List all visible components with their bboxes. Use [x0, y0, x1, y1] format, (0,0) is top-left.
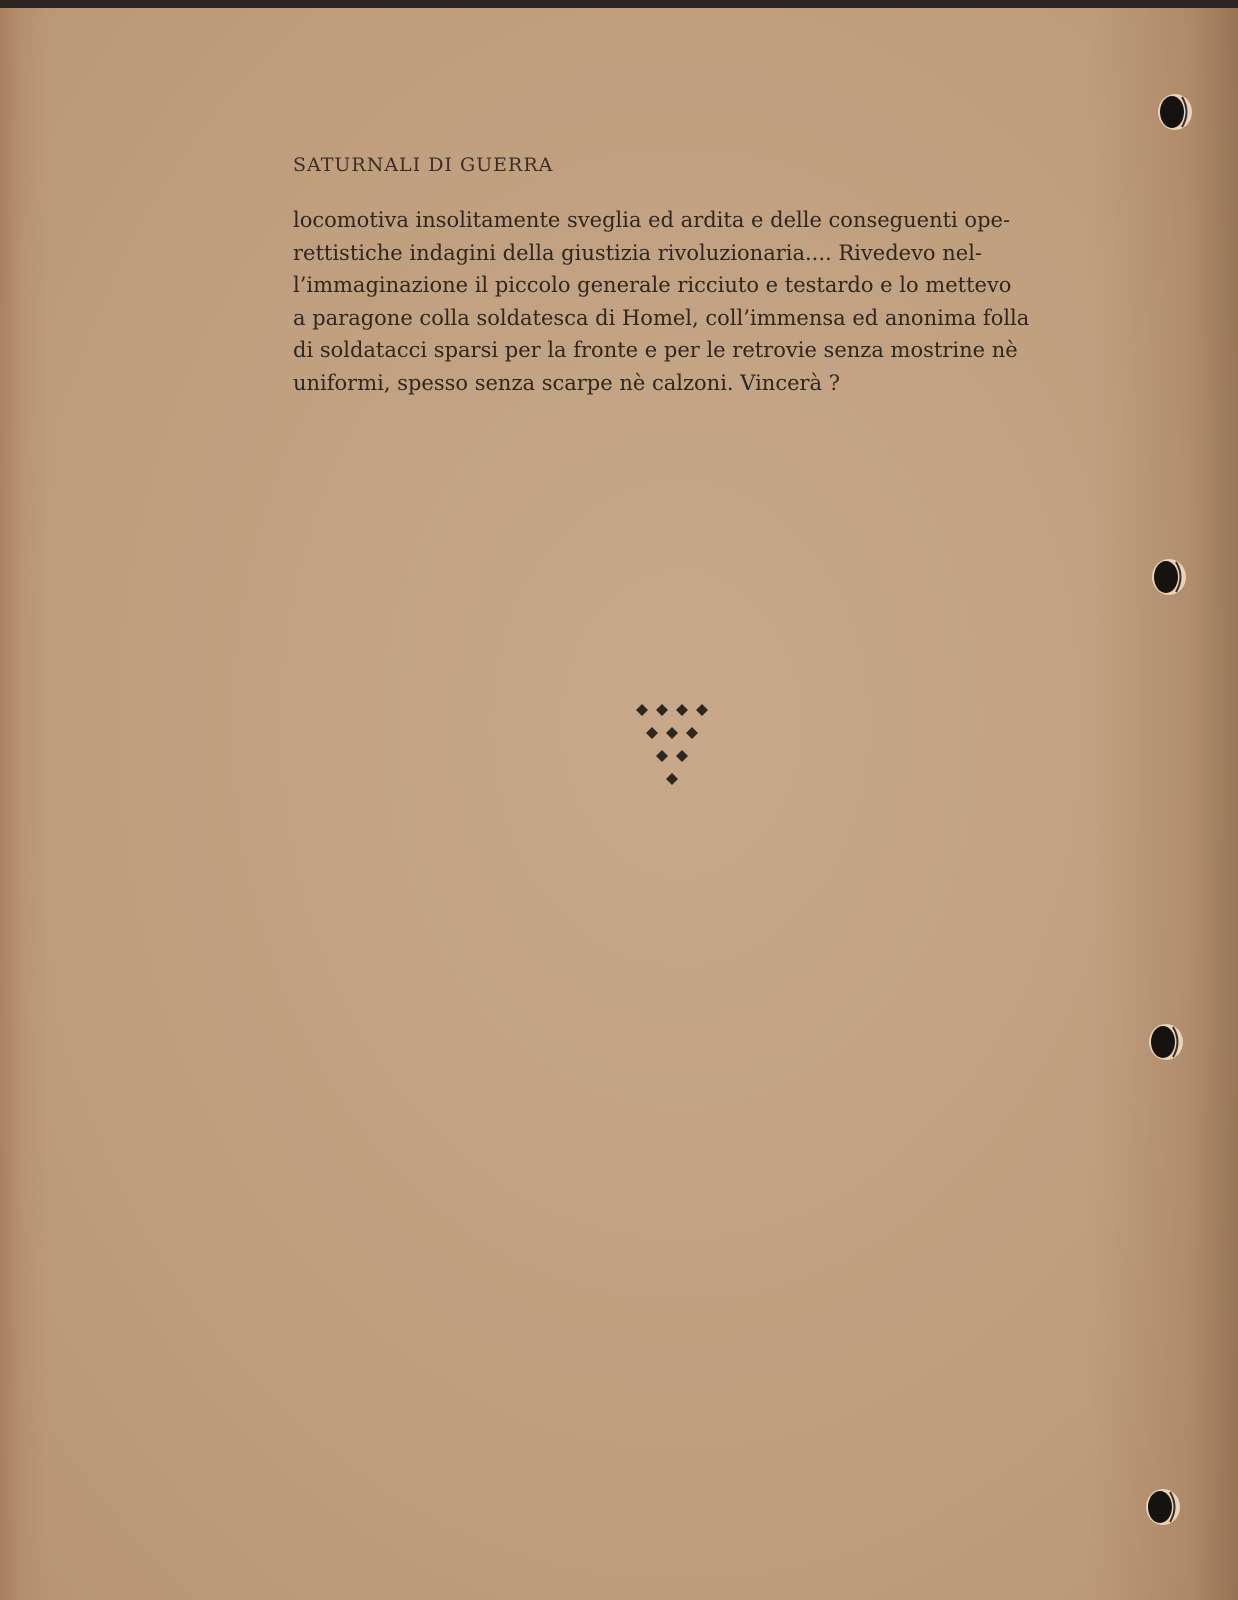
ornament-diamond — [646, 727, 658, 739]
ornament-diamond — [636, 704, 648, 716]
text-line: di soldatacci sparsi per la fronte e per le retrovie senza mostrine nè — [293, 338, 1018, 362]
text-line: locomotiva insolitamente sveglia ed ardita e delle conseguenti ope- — [293, 208, 1011, 232]
binder-hole-icon — [1146, 1022, 1186, 1062]
ornament-diamond — [686, 727, 698, 739]
ornament-diamond — [666, 727, 678, 739]
binder-hole-icon — [1155, 92, 1195, 132]
running-head: SATURNALI DI GUERRA — [293, 154, 554, 176]
ornament-diamond — [656, 750, 668, 762]
binder-hole-icon — [1143, 1487, 1183, 1527]
text-line: l’immaginazione il piccolo generale ricciuto e testardo e lo mettevo — [293, 273, 1012, 297]
text-line: a paragone colla soldatesca di Homel, coll’immensa ed anonima folla — [293, 305, 1030, 330]
ornament-diamond — [676, 704, 688, 716]
ornament-diamond — [696, 704, 708, 716]
ornament-diamond — [666, 773, 678, 785]
binder-hole-icon — [1149, 557, 1189, 597]
diamond-triangle-ornament-icon — [632, 704, 752, 804]
document-page — [0, 8, 1238, 1600]
text-line: uniformi, spesso senza scarpe nè calzoni. Vincerà ? — [293, 370, 840, 395]
text-line: rettistiche indagini della giustizia rivoluzionaria.... Rivedevo nel- — [293, 240, 983, 265]
ornament-diamond — [656, 704, 668, 716]
body-paragraph — [293, 204, 1073, 399]
ornament-diamond — [676, 750, 688, 762]
